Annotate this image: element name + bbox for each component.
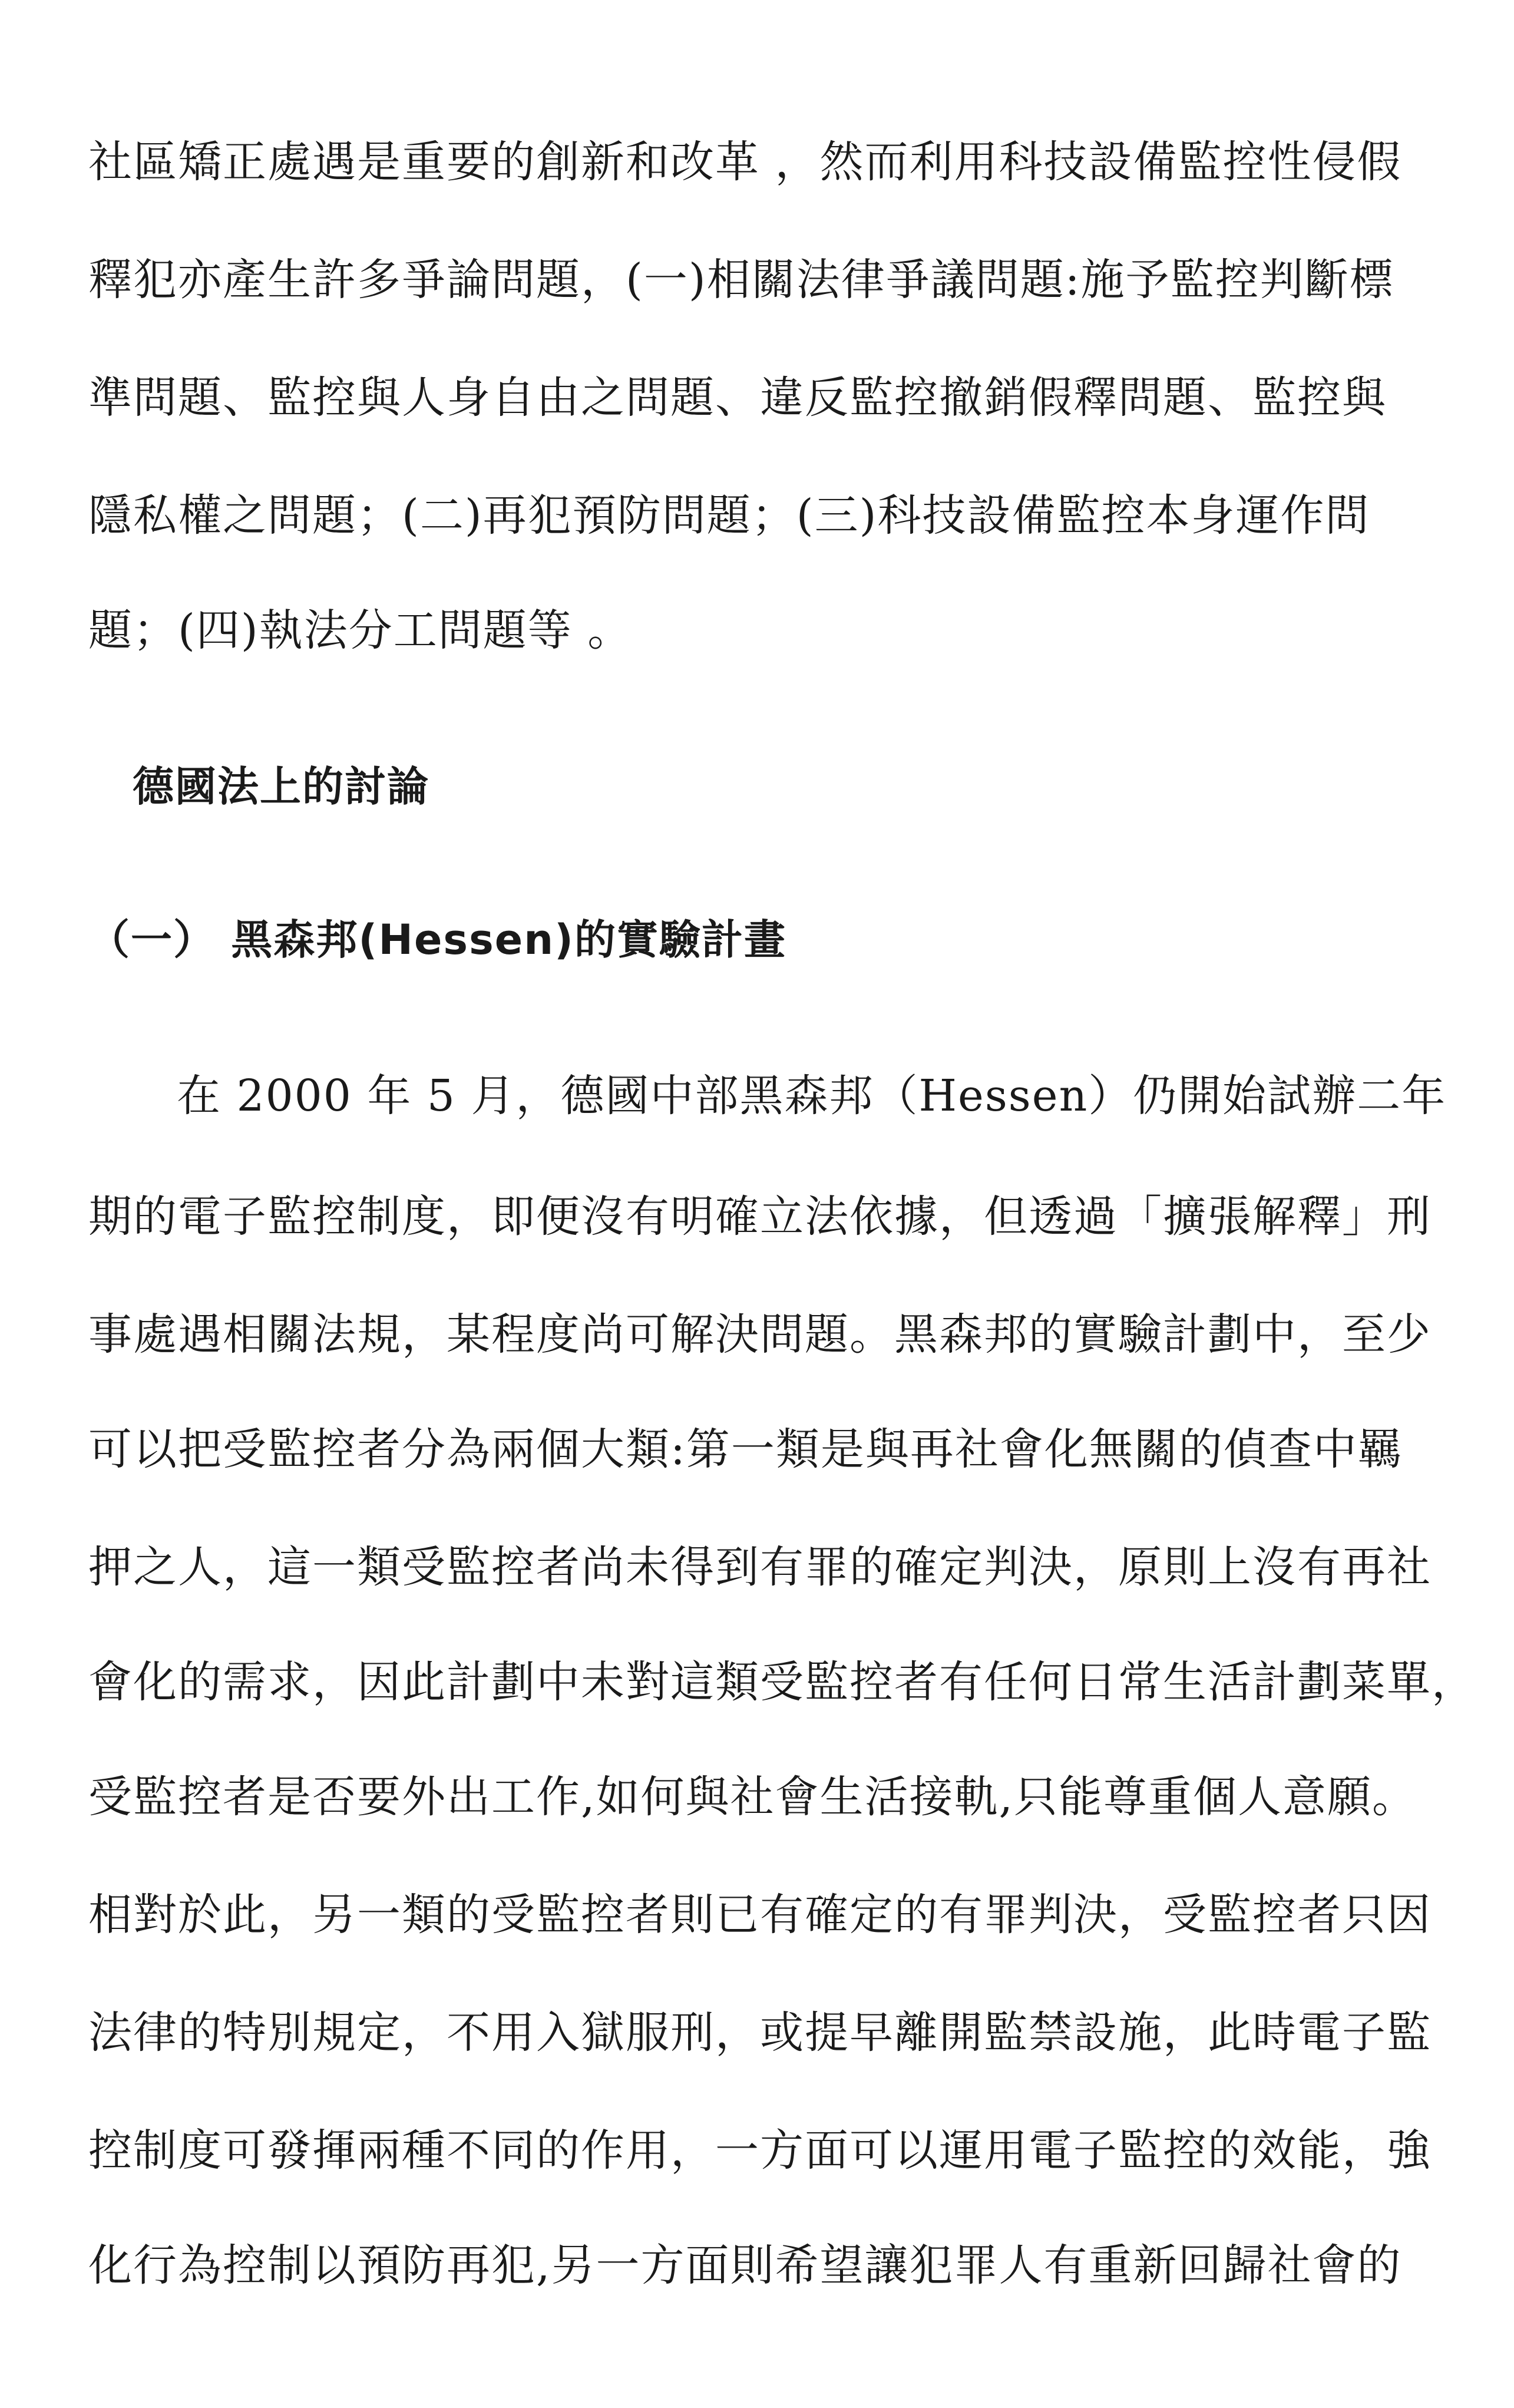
paragraph2-line-10: 控制度可發揮兩種不同的作用，一方面可以運用電子監控的效能，強 [88, 2125, 1432, 2176]
paragraph2-line-4: 可以把受監控者分為兩個大類:第一類是與再社會化無關的偵查中羈 [88, 1424, 1403, 1475]
paragraph1-line-4: 隱私權之問題；(二)再犯預防問題；(三)科技設備監控本身運作問 [88, 490, 1370, 541]
paragraph1-line-2: 釋犯亦產生許多爭論問題，(一)相關法律爭議問題:施予監控判斷標 [88, 255, 1394, 305]
paragraph1-line-1: 社區矯正處遇是重要的創新和改革 ，然而利用科技設備監控性侵假 [88, 137, 1402, 187]
paragraph2-line-11: 化行為控制以預防再犯,另一方面則希望讓犯罪人有重新回歸社會的 [88, 2240, 1402, 2291]
paragraph2-line-7: 受監控者是否要外出工作,如何與社會生活接軌,只能尊重個人意願。 [88, 1772, 1417, 1822]
paragraph2-line-9: 法律的特別規定，不用入獄服刑，或提早離開監禁設施，此時電子監 [88, 2007, 1432, 2058]
paragraph2-line-3: 事處遇相關法規，某程度尚可解決問題。黑森邦的實驗計劃中，至少 [88, 1309, 1432, 1360]
paragraph2-line-2: 期的電子監控制度，即便沒有明確立法依據，但透過「擴張解釋」刑 [88, 1191, 1432, 1242]
paragraph2-line-6: 會化的需求，因此計劃中未對這類受監控者有任何日常生活計劃菜單， [88, 1657, 1476, 1707]
paragraph2-line-8: 相對於此，另一類的受監控者則已有確定的有罪判決，受監控者只因 [88, 1890, 1432, 1940]
paragraph2-line-5: 押之人，這一類受監控者尚未得到有罪的確定判決，原則上沒有再社 [88, 1542, 1432, 1593]
subsection-heading: （一） 黑森邦(Hessen)的實驗計畫 [88, 916, 787, 964]
paragraph1-line-5: 題；(四)執法分工問題等 。 [88, 605, 633, 656]
paragraph2-line-1: 在 2000 年 5 月，德國中部黑森邦（Hessen）仍開始試辦二年 [177, 1071, 1447, 1121]
paragraph1-line-3: 準問題、監控與人身自由之問題、違反監控撤銷假釋問題、監控與 [88, 372, 1387, 423]
section-heading: 德國法上的討論 [133, 762, 429, 811]
